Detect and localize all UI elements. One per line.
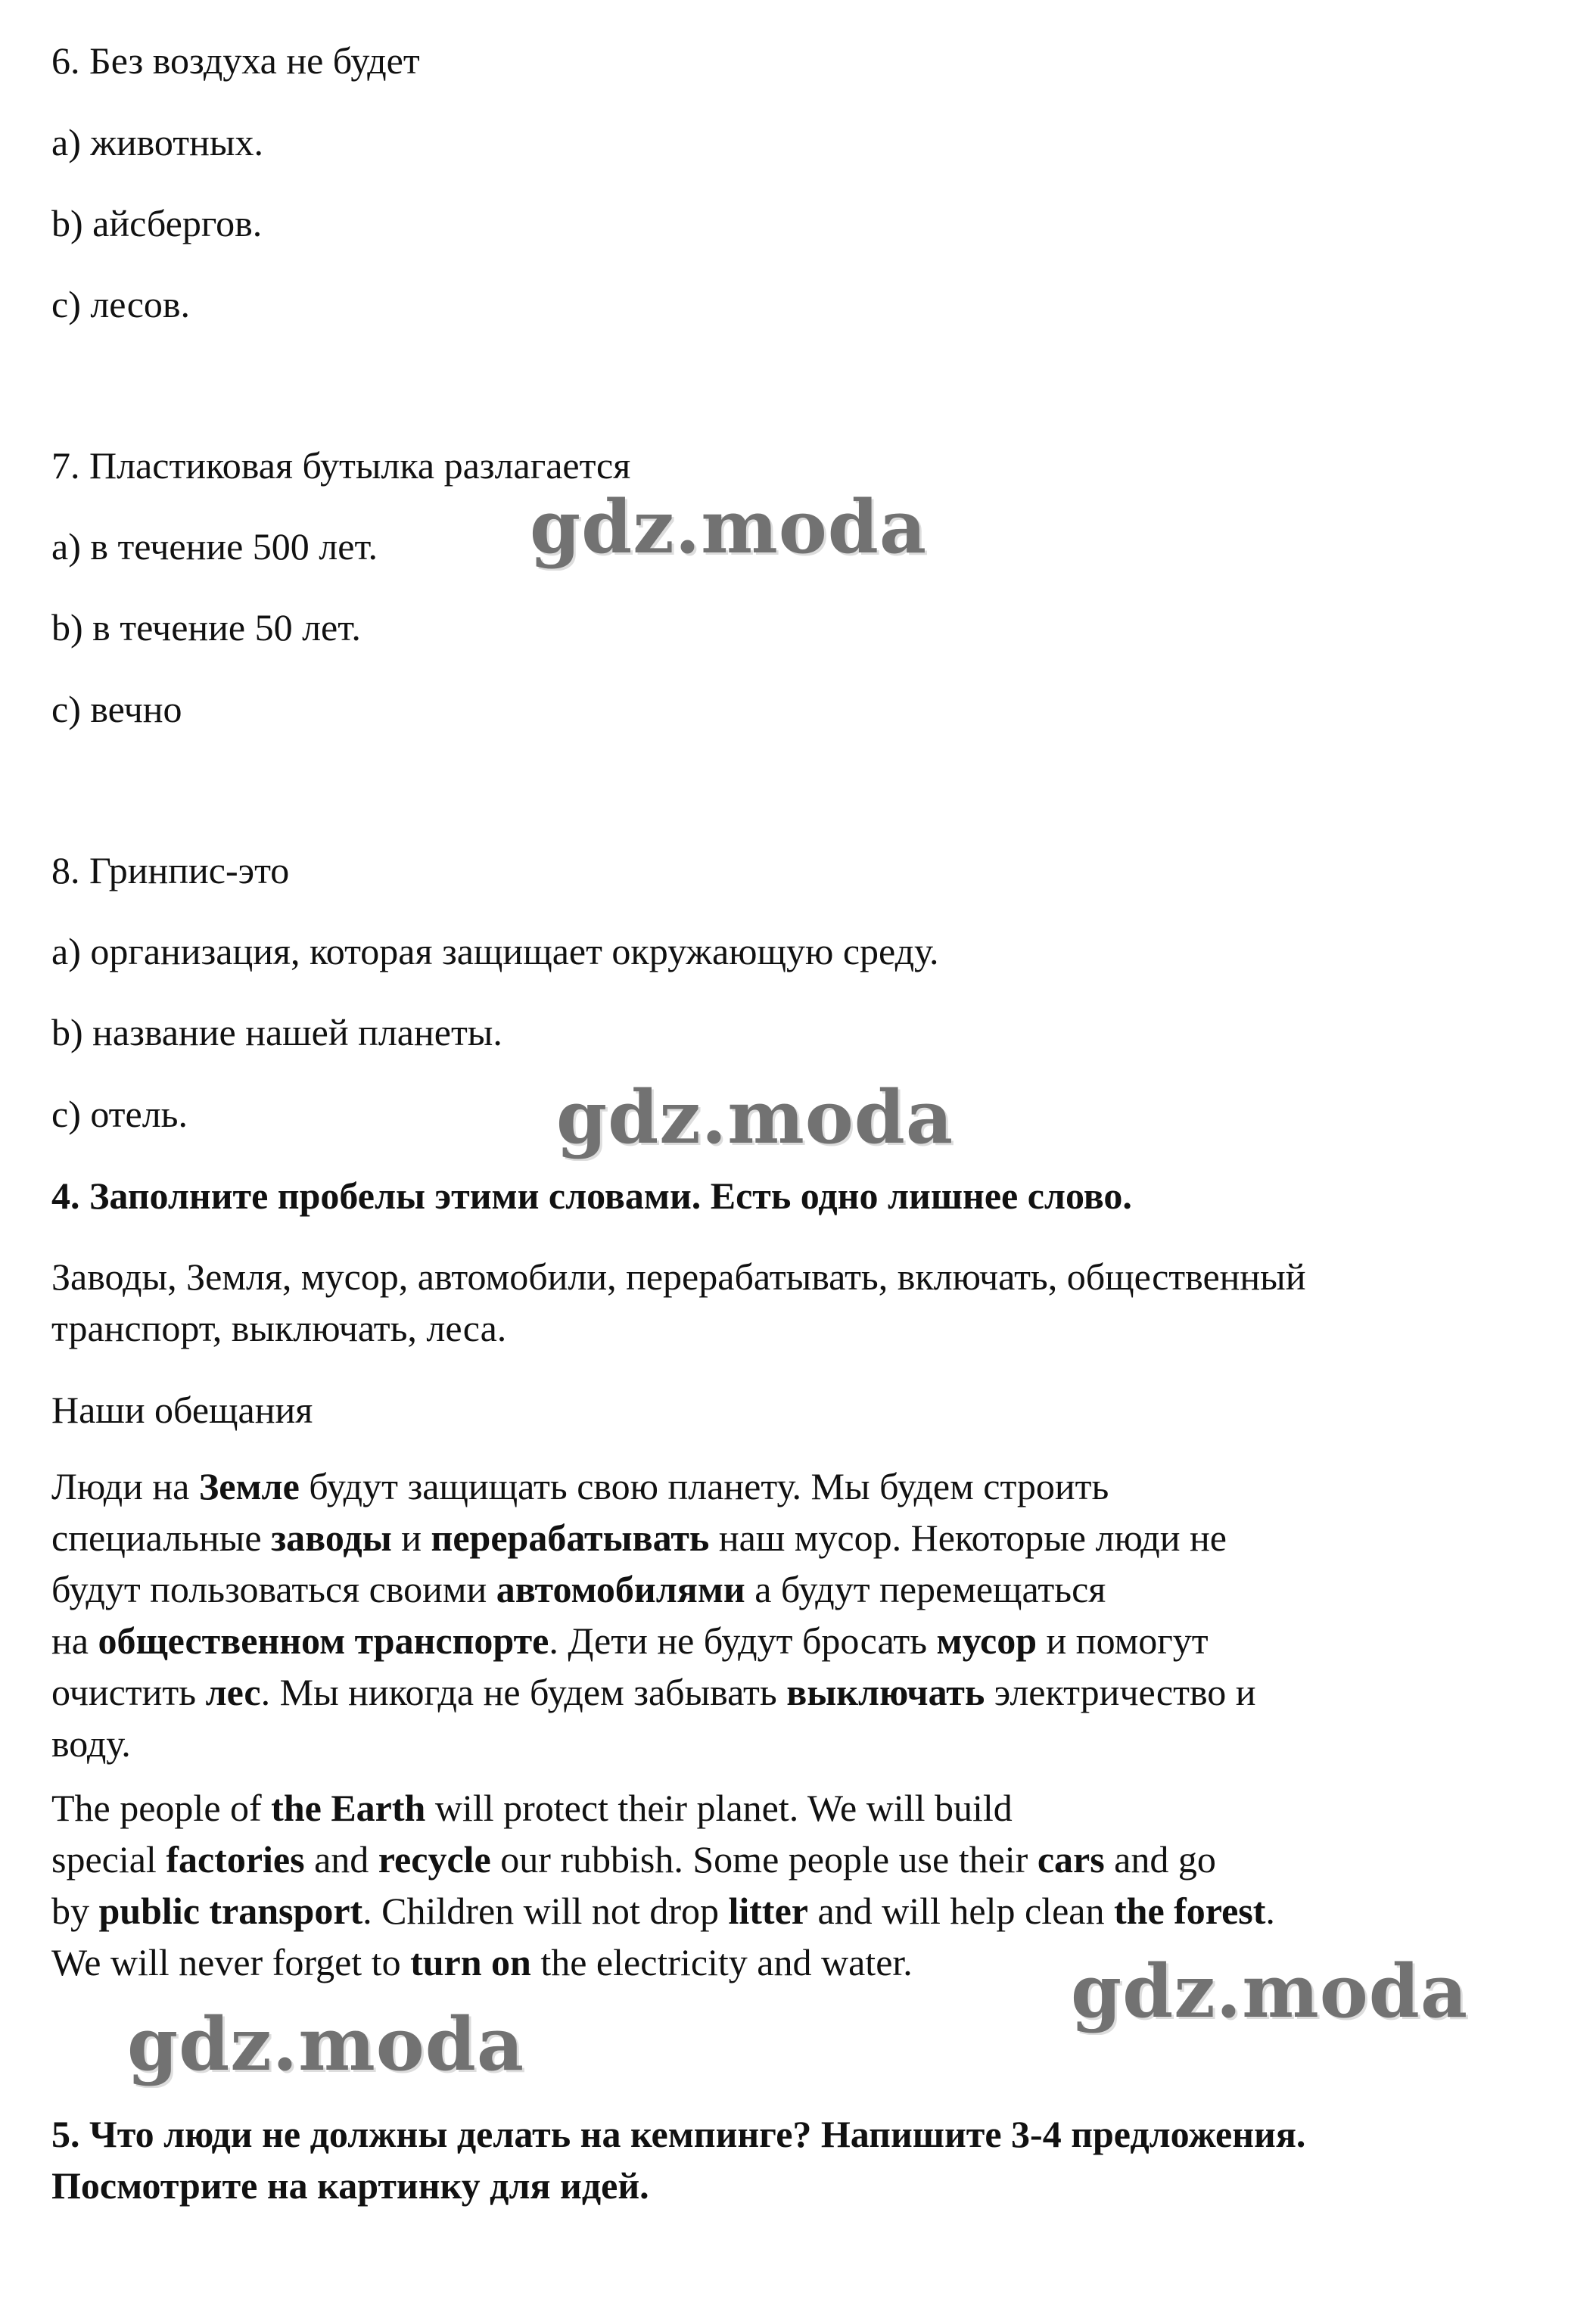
- ru-text: электричество и: [985, 1671, 1256, 1713]
- question-7-option-b: b) в течение 50 лет.: [51, 606, 361, 649]
- question-7-option-a: a) в течение 500 лет.: [51, 525, 378, 568]
- russian-paragraph: [51, 1461, 1546, 1769]
- ru-line-6: [51, 1718, 1546, 1769]
- en-text: the electricity and water.: [530, 1941, 913, 1983]
- ru-answer-turn-off: выключать: [786, 1671, 985, 1713]
- en-text: The people of: [51, 1787, 272, 1829]
- question-8-option-b: b) название нашей планеты.: [51, 1011, 502, 1053]
- en-answer-litter: litter: [728, 1890, 808, 1932]
- task-4-heading: 4. Заполните пробелы этими словами. Есть одно лишнее слово.: [51, 1174, 1132, 1217]
- ru-answer-recycle: перерабатывать: [431, 1517, 710, 1559]
- en-text: and will help clean: [807, 1890, 1114, 1932]
- en-line-2: [51, 1834, 1546, 1885]
- ru-text: наш мусор. Некоторые люди не: [709, 1517, 1227, 1559]
- ru-text: специальные: [51, 1517, 272, 1559]
- ru-text: на: [51, 1619, 98, 1662]
- en-text: our rubbish. Some people use their: [490, 1838, 1038, 1881]
- ru-answer-litter: мусор: [936, 1619, 1038, 1662]
- ru-answer-earth: Земле: [198, 1465, 300, 1507]
- en-answer-turn-on: turn on: [410, 1941, 531, 1983]
- en-answer-recycle: recycle: [378, 1838, 491, 1881]
- ru-answer-factories: заводы: [271, 1517, 392, 1559]
- en-text: We will never forget to: [51, 1941, 411, 1983]
- ru-answer-cars: автомобилями: [496, 1568, 745, 1610]
- question-7-prompt: 7. Пластиковая бутылка разлагается: [51, 444, 631, 487]
- ru-text: Люди на: [51, 1465, 199, 1507]
- en-answer-forest: the forest: [1113, 1890, 1266, 1932]
- ru-text: . Мы никогда не будем забывать: [260, 1671, 787, 1713]
- question-8-prompt: 8. Гринпис-это: [51, 849, 290, 891]
- en-answer-cars: cars: [1037, 1838, 1105, 1881]
- en-text: .: [1265, 1890, 1275, 1932]
- ru-text: и: [391, 1517, 431, 1559]
- ru-line-3: [51, 1563, 1546, 1615]
- ru-line-4: [51, 1615, 1546, 1666]
- question-8-option-a: a) организация, которая защищает окружающую среду.: [51, 930, 939, 972]
- watermark: gdz.moda: [556, 1075, 954, 1160]
- ru-answer-public-transport: общественном транспорте: [98, 1619, 549, 1662]
- task-5-heading-line-1: 5. Что люди не должны делать на кемпинге? Напишите 3-4 предложения.: [51, 2113, 1306, 2155]
- question-7-option-c: c) вечно: [51, 688, 182, 730]
- word-bank-line-2: транспорт, выключать, леса.: [51, 1307, 507, 1349]
- en-answer-public-transport: public transport: [98, 1890, 363, 1932]
- question-8-option-c: c) отель.: [51, 1093, 188, 1135]
- word-bank-line-1: Заводы, Земля, мусор, автомобили, перерабатывать, включать, общественный: [51, 1255, 1306, 1298]
- ru-line-1: [51, 1461, 1546, 1512]
- en-answer-factories: factories: [166, 1838, 305, 1881]
- watermark: gdz.moda: [1071, 1949, 1469, 2034]
- task-5-heading-line-2: Посмотрите на картинку для идей.: [51, 2164, 649, 2207]
- watermark: gdz.moda: [127, 2002, 525, 2087]
- ru-answer-forest: лес: [205, 1671, 261, 1713]
- ru-line-5: [51, 1666, 1546, 1718]
- ru-text: а будут перемещаться: [745, 1568, 1106, 1610]
- ru-text: будут защищать свою планету. Мы будем строить: [299, 1465, 1109, 1507]
- en-text: will protect their planet. We will build: [425, 1787, 1013, 1829]
- ru-line-2: [51, 1512, 1546, 1563]
- ru-text: очистить: [51, 1671, 206, 1713]
- ru-text: и помогут: [1037, 1619, 1209, 1662]
- en-text: special: [51, 1838, 166, 1881]
- question-6-option-a: a) животных.: [51, 121, 263, 163]
- en-line-1: [51, 1782, 1546, 1834]
- en-text: and: [304, 1838, 378, 1881]
- watermark: gdz.moda: [530, 484, 928, 570]
- en-text: and go: [1104, 1838, 1216, 1881]
- en-answer-earth: the Earth: [271, 1787, 426, 1829]
- task-4-subtitle: Наши обещания: [51, 1389, 313, 1431]
- ru-text: будут пользоваться своими: [51, 1568, 496, 1610]
- question-6-prompt: 6. Без воздуха не будет: [51, 39, 420, 82]
- ru-text: воду.: [51, 1722, 131, 1765]
- ru-text: . Дети не будут бросать: [549, 1619, 937, 1662]
- en-text: . Children will not drop: [362, 1890, 729, 1932]
- en-text: by: [51, 1890, 99, 1932]
- en-line-3: [51, 1885, 1546, 1937]
- question-6-option-c: c) лесов.: [51, 283, 191, 325]
- question-6-option-b: b) айсбергов.: [51, 202, 263, 244]
